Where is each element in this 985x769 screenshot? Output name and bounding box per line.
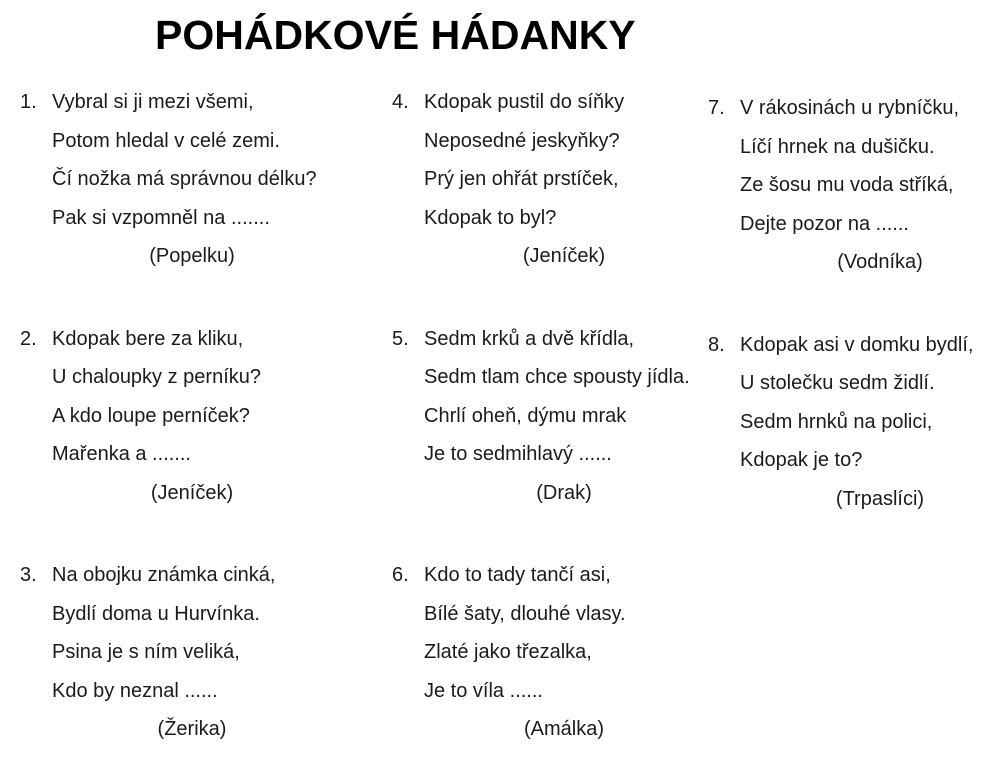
riddle-answer: (Vodníka) — [837, 251, 923, 273]
riddle-answer: (Jeníček) — [522, 245, 606, 267]
riddle-line: Dejte pozor na ...... — [740, 212, 909, 235]
riddle-number: 5. — [392, 327, 409, 350]
riddle-line: Čí nožka má správnou délku? — [52, 168, 317, 190]
riddle-answer: (Žerika) — [157, 718, 227, 740]
riddle-line: Zlaté jako třezalka, — [424, 641, 592, 663]
riddle-first-line — [392, 320, 708, 359]
riddle-first-line — [20, 320, 372, 359]
riddle-line: Sedm hrnků na polici, — [740, 410, 933, 433]
riddle-line: Kdo by neznal ...... — [52, 679, 218, 702]
riddle-line: Na obojku známka cinká, — [52, 564, 276, 586]
riddle-line: Sedm tlam chce spousty jídla. — [424, 366, 690, 388]
riddle-line: A kdo loupe perníček? — [52, 404, 250, 427]
page-title: POHÁDKOVÉ HÁDANKY — [155, 12, 636, 58]
riddle-line: U chaloupky z perníku? — [52, 366, 262, 388]
riddle-number: 2. — [20, 327, 37, 350]
riddle-answer: (Popelku) — [149, 245, 235, 267]
riddle-first-line — [708, 326, 985, 365]
riddle-line: Kdo to tady tančí asi, — [424, 564, 611, 586]
riddle-answer: (Trpaslíci) — [835, 487, 925, 510]
riddle-number: 7. — [708, 97, 725, 119]
riddle-line: Potom hledal v celé zemi. — [52, 129, 280, 152]
riddle-column-1 — [20, 83, 372, 769]
riddle-line: Kdopak je to? — [740, 449, 863, 471]
riddle-line: Kdopak to byl? — [424, 206, 557, 229]
riddle-line: Kdopak bere za kliku, — [52, 327, 244, 350]
riddle-answer: (Drak) — [536, 481, 592, 504]
riddle-line: Prý jen ohřát prstíček, — [424, 168, 619, 190]
riddle-5 — [392, 320, 708, 513]
riddle-answer: (Jeníček) — [150, 481, 234, 504]
riddle-4 — [392, 83, 708, 276]
riddle-number: 8. — [708, 333, 725, 356]
riddle-6 — [392, 556, 708, 749]
riddle-7 — [708, 89, 985, 282]
riddle-number: 3. — [20, 564, 37, 586]
riddle-number: 1. — [20, 91, 37, 113]
riddle-number: 6. — [392, 564, 409, 586]
riddle-line: Pak si vzpomněl na ....... — [52, 206, 270, 229]
riddle-first-line — [20, 83, 372, 122]
riddle-number: 4. — [392, 91, 409, 113]
riddle-line: Kdopak asi v domku bydlí, — [740, 333, 974, 356]
riddle-answer: (Amálka) — [523, 718, 604, 740]
riddle-line: Bílé šaty, dlouhé vlasy. — [424, 602, 626, 625]
riddle-line: U stolečku sedm židlí. — [740, 372, 935, 394]
riddle-line: Kdopak pustil do síňky — [424, 91, 625, 113]
riddle-line: Vybral si ji mezi všemi, — [52, 91, 254, 113]
riddle-line: Sedm krků a dvě křídla, — [424, 327, 635, 350]
riddle-first-line — [392, 83, 708, 122]
riddle-line: Mařenka a ....... — [52, 443, 191, 465]
riddle-column-2 — [392, 83, 708, 769]
riddle-line: Psina je s ním veliká, — [52, 641, 240, 663]
riddle-8 — [708, 326, 985, 519]
riddle-line: Bydlí doma u Hurvínka. — [52, 602, 260, 625]
riddle-first-line — [20, 556, 372, 595]
riddle-line: Líčí hrnek na dušičku. — [740, 135, 935, 158]
riddle-line: Neposedné jeskyňky? — [424, 129, 620, 152]
riddle-1 — [20, 83, 372, 276]
riddle-column-3 — [708, 89, 985, 562]
riddle-line: V rákosinách u rybníčku, — [740, 97, 959, 119]
riddle-line: Je to sedmihlavý ...... — [424, 443, 612, 465]
riddle-3 — [20, 556, 372, 749]
riddle-line: Ze šosu mu voda stříká, — [740, 174, 954, 196]
riddle-first-line — [392, 556, 708, 595]
riddle-line: Chrlí oheň, dýmu mrak — [424, 404, 627, 427]
riddle-2 — [20, 320, 372, 513]
riddle-line: Je to víla ...... — [424, 679, 543, 702]
riddle-first-line — [708, 89, 985, 128]
